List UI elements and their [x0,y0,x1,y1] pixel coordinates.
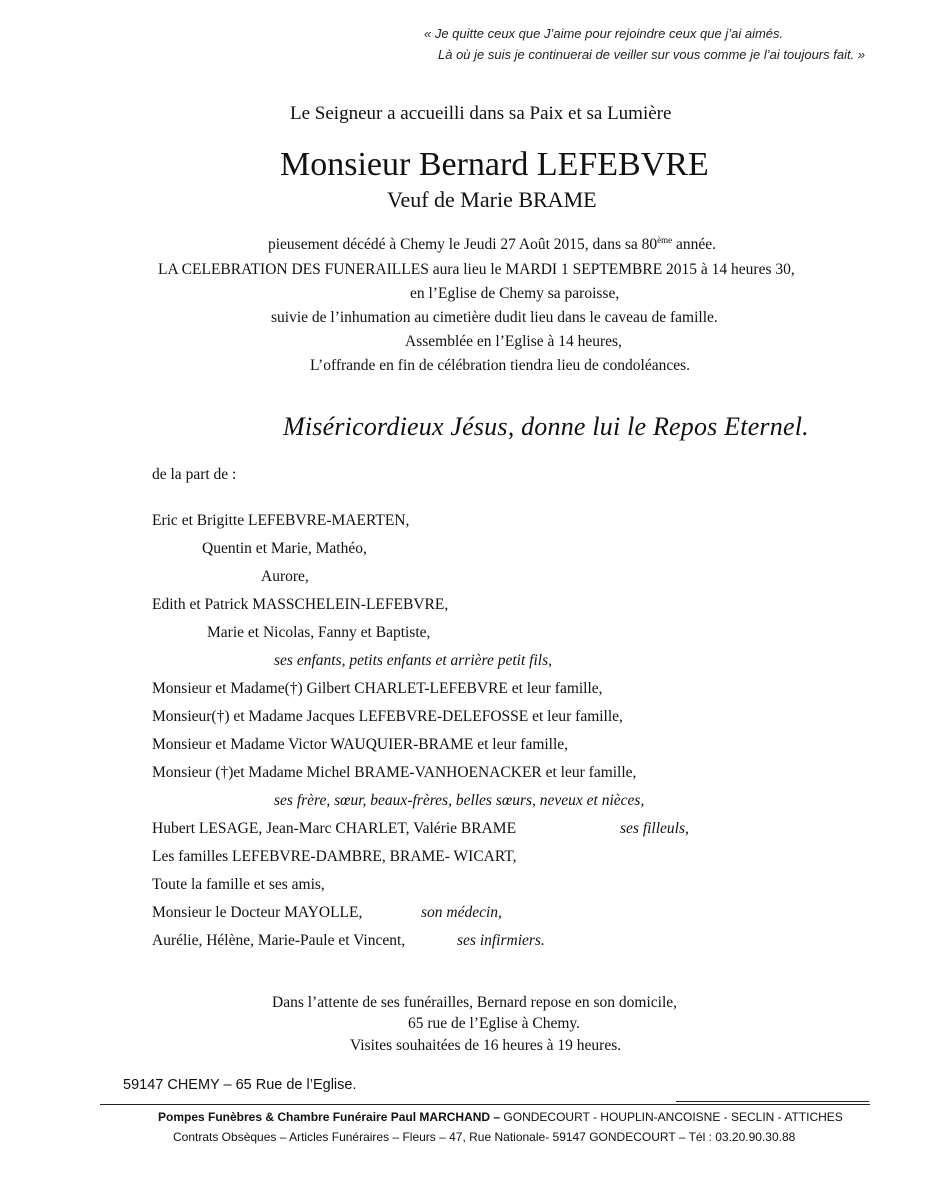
death-sup: ème [657,235,673,245]
family-line-15: Monsieur le Docteur MAYOLLE, [152,904,363,921]
family-line-16: Aurélie, Hélène, Marie-Paule et Vincent, [152,932,406,949]
burial-line: suivie de l’inhumation au cimetière dudit lieu dans le caveau de famille. [271,309,718,326]
assembly-line: Assemblée en l’Eglise à 14 heures, [405,333,622,350]
family-line-16-role: ses infirmiers. [457,932,545,949]
death-text: pieusement décédé à Chemy le Jeudi 27 Août 2015, dans sa 80 [268,236,658,253]
family-line-8: Monsieur(†) et Madame Jacques LEFEBVRE-DELEFOSSE et leur famille, [152,708,623,725]
footer-company-bold: Pompes Funèbres & Chambre Funéraire Paul MARCHAND – [158,1110,501,1124]
closing-line-1: Dans l’attente de ses funérailles, Bernard repose en son domicile, [272,994,678,1011]
funeral-celebration: LA CELEBRATION DES FUNERAILLES aura lieu le MARDI 1 SEPTEMBRE 2015 à 14 heures 30, [158,261,795,278]
address-line: 59147 CHEMY – 65 Rue de l’Eglise. [123,1077,357,1093]
family-line-3: Aurore, [261,568,309,585]
family-line-7: Monsieur et Madame(†) Gilbert CHARLET-LEFEBVRE et leur famille, [152,680,603,697]
family-line-14: Toute la famille et ses amis, [152,876,325,893]
family-line-15-role: son médecin, [421,904,502,921]
footer-contracts: Contrats Obsèques – Articles Funéraires – Fleurs – 47, Rue Nationale- 59147 GONDECOURT – Tél : 03.20.90.30.88 [173,1130,796,1144]
prayer-line: Miséricordieux Jésus, donne lui le Repos Eternel. [283,412,809,441]
short-rule [676,1101,869,1102]
family-line-5: Marie et Nicolas, Fanny et Baptiste, [207,624,431,641]
deceased-name: Monsieur Bernard LEFEBVRE [280,146,709,183]
offering-line: L’offrande en fin de célébration tiendra lieu de condoléances. [310,357,691,374]
family-line-12: Hubert LESAGE, Jean-Marc CHARLET, Valérie BRAME [152,820,517,837]
family-line-4: Edith et Patrick MASSCHELEIN-LEFEBVRE, [152,596,449,613]
family-line-11: ses frère, sœur, beaux-frères, belles sœurs, neveux et nièces, [274,792,645,809]
widower-of: Veuf de Marie BRAME [387,187,597,212]
family-line-13: Les familles LEFEBVRE-DAMBRE, BRAME- WICART, [152,848,517,865]
church-line: en l’Eglise de Chemy sa paroisse, [410,285,620,302]
closing-line-2: 65 rue de l’Eglise à Chemy. [408,1015,581,1032]
intro-text: Le Seigneur a accueilli dans sa Paix et sa Lumière [290,103,672,124]
header-quote-line1: « Je quitte ceux que J’aime pour rejoindre ceux que j’ai aimés. [424,26,784,41]
family-line-2: Quentin et Marie, Mathéo, [202,540,367,557]
header-quote-line2: Là où je suis je continuerai de veiller sur vous comme je l’ai toujours fait. » [438,47,866,62]
family-line-12-role: ses filleuls, [620,820,689,837]
from-label: de la part de : [152,466,237,483]
death-end: année. [672,236,717,253]
footer-company-rest: GONDECOURT - HOUPLIN-ANCOISNE - SECLIN - ATTICHES [500,1110,843,1124]
closing-line-3: Visites souhaitées de 16 heures à 19 heures. [350,1037,622,1054]
family-line-6: ses enfants, petits enfants et arrière petit fils, [274,652,552,669]
family-line-9: Monsieur et Madame Victor WAUQUIER-BRAME et leur famille, [152,736,569,753]
family-line-10: Monsieur (†)et Madame Michel BRAME-VANHOENACKER et leur famille, [152,764,637,781]
death-announcement [268,236,716,254]
footer-company [158,1110,843,1124]
footer-rule [100,1104,870,1105]
family-line-1: Eric et Brigitte LEFEBVRE-MAERTEN, [152,512,410,529]
